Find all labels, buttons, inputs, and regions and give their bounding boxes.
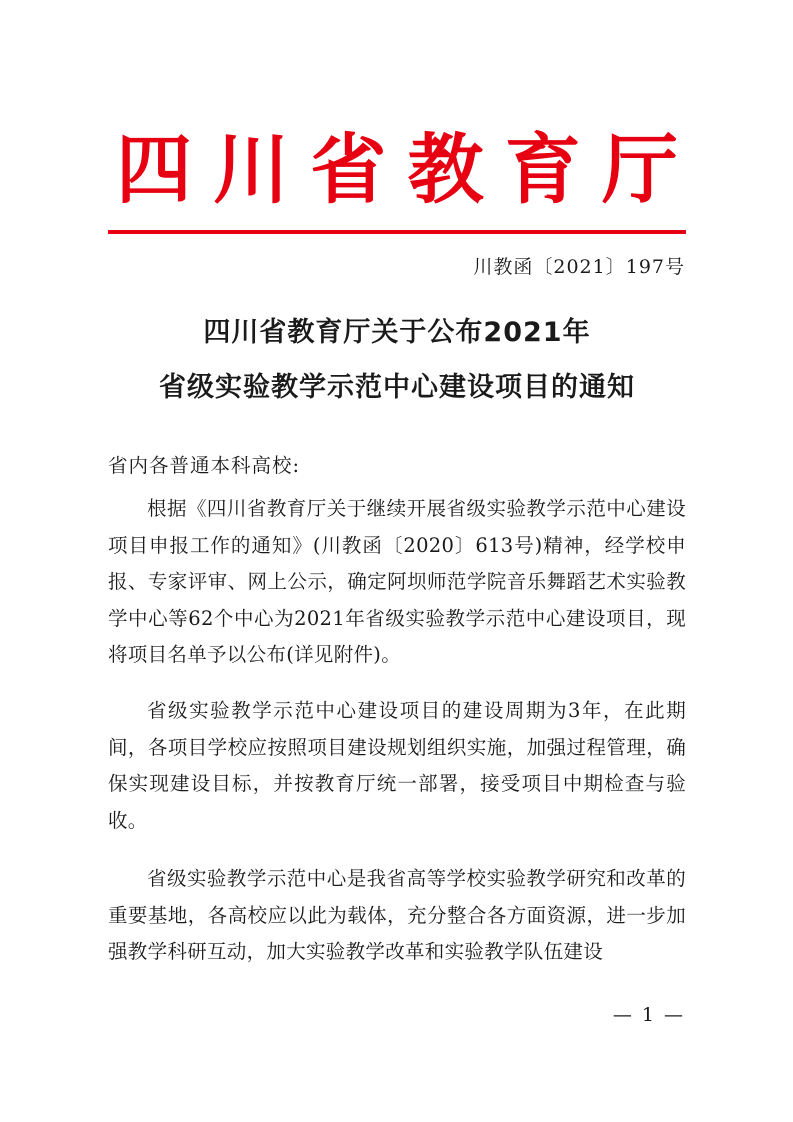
masthead-char: 教 bbox=[407, 125, 484, 214]
salutation: 省内各普通本科高校: bbox=[108, 454, 301, 477]
masthead-char: 省 bbox=[310, 125, 387, 214]
body-paragraph-3: 省级实验教学示范中心是我省高等学校实验教学研究和改革的重要基地，各高校应以此为载体，充分整合各方面资源，进一步加强教学科研互动，加大实验教学改革和实验教学队伍建设 bbox=[108, 867, 686, 964]
masthead-char: 育 bbox=[504, 125, 581, 214]
body-paragraph-1: 根据《四川省教育厅关于继续开展省级实验教学示范中心建设项目申报工作的通知》(川教函〔2020〕613号)精神，经学校申报、专家评审、网上公示，确定阿坝师范学院音乐舞蹈艺术实验教学中心等62个中心为2021年省级实验教学示范中心建设项目，现将项目名单予以公布(详见附件)。 bbox=[108, 497, 686, 667]
masthead-char: 四 bbox=[116, 125, 192, 214]
document-number: 川教函〔2021〕197号 bbox=[473, 256, 685, 278]
red-divider-line bbox=[108, 230, 686, 234]
masthead-char: 川 bbox=[213, 125, 290, 214]
document-title-line-1: 四川省教育厅关于公布2021年 bbox=[203, 317, 591, 348]
document-title-line-2: 省级实验教学示范中心建设项目的通知 bbox=[159, 372, 635, 403]
page-number: — 1 — bbox=[612, 1004, 685, 1026]
body-paragraph-2: 省级实验教学示范中心建设项目的建设周期为3年，在此期间，各项目学校应按照项目建设规划组织实施，加强过程管理，确保实现建设目标，并按教育厅统一部署，接受项目中期检查与验收。 bbox=[108, 699, 686, 832]
masthead-char: 厅 bbox=[601, 125, 678, 214]
issuer-masthead bbox=[108, 120, 686, 220]
